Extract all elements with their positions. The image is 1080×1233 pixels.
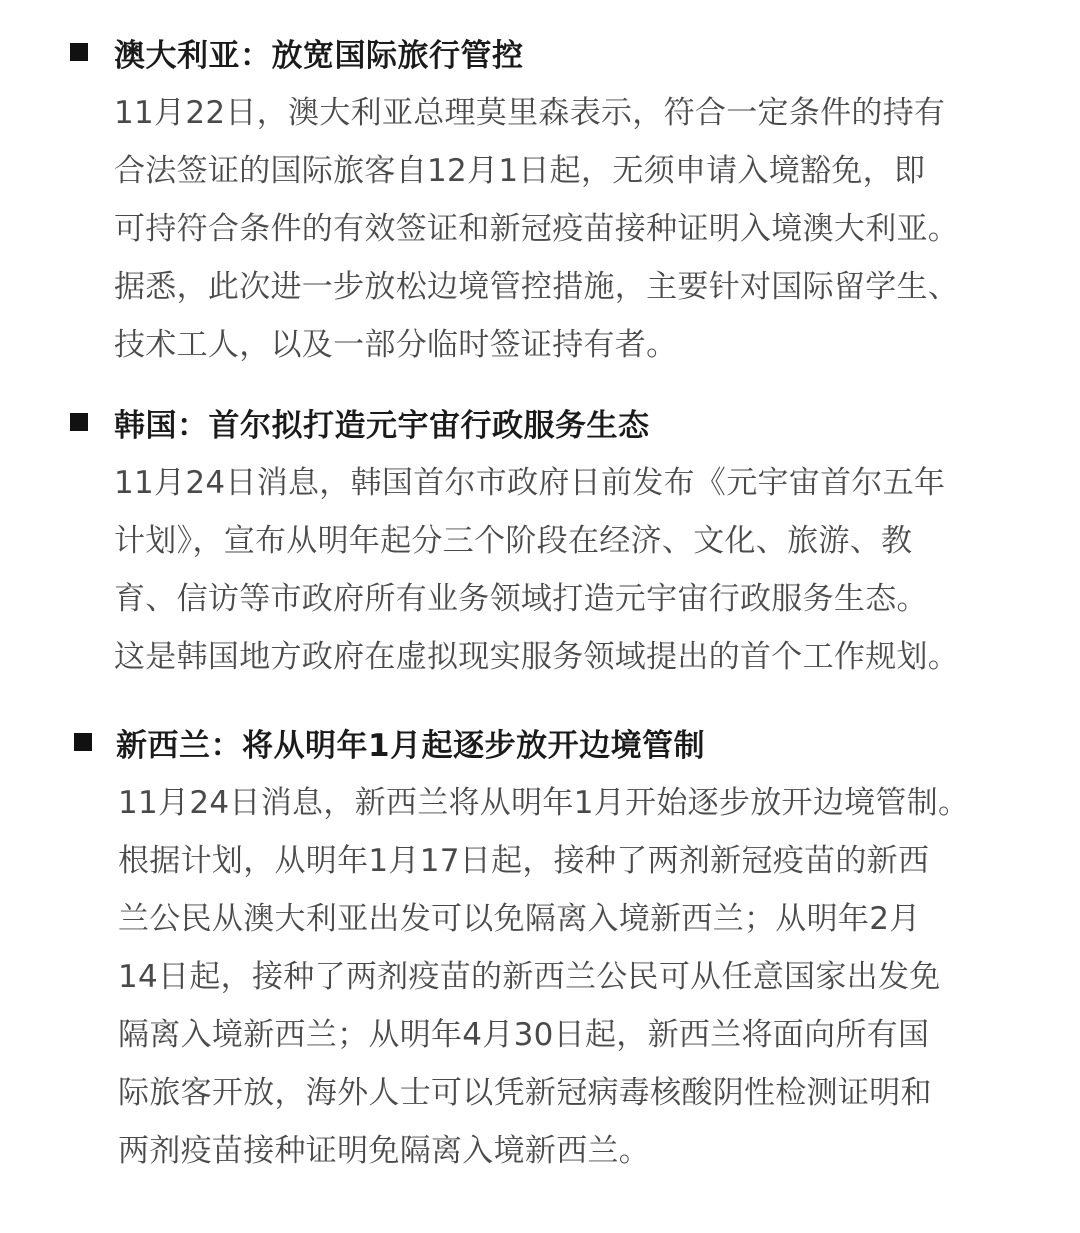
section-body <box>114 84 994 374</box>
paragraph-line: 据悉，此次进一步放松边境管控措施，主要针对国际留学生、 <box>114 269 960 305</box>
paragraph-line: 育、信访等市政府所有业务领域打造元宇宙行政服务生态。 <box>114 581 928 617</box>
paragraph-line: 计划》，宣布从明年起分三个阶段在经济、文化、旅游、教 <box>114 523 913 559</box>
square-bullet-icon <box>70 43 88 61</box>
paragraph-line: 11月24日消息，新西兰将从明年1月开始逐步放开边境管制。 <box>118 785 970 821</box>
section-heading <box>70 30 1030 74</box>
section-body <box>114 454 994 686</box>
section-title: 韩国：首尔拟打造元宇宙行政服务生态 <box>114 407 650 444</box>
square-bullet-icon <box>70 413 88 431</box>
paragraph-line: 技术工人，以及一部分临时签证持有者。 <box>114 327 678 363</box>
paragraph-line: 合法签证的国际旅客自12月1日起，无须申请入境豁免，即 <box>114 153 926 189</box>
paragraph-line: 11月24日消息，韩国首尔市政府日前发布《元宇宙首尔五年 <box>114 465 946 501</box>
section-body <box>118 774 998 1180</box>
section-korea <box>70 400 1030 686</box>
paragraph-line: 隔离入境新西兰；从明年4月30日起，新西兰将面向所有国 <box>118 1017 930 1053</box>
paragraph-line: 这是韩国地方政府在虚拟现实服务领域提出的首个工作规划。 <box>114 639 960 675</box>
paragraph-line: 根据计划，从明年1月17日起，接种了两剂新冠疫苗的新西 <box>118 843 930 879</box>
paragraph-line: 14日起，接种了两剂疫苗的新西兰公民可从任意国家出发免 <box>118 959 941 995</box>
paragraph-line: 际旅客开放，海外人士可以凭新冠病毒核酸阴性检测证明和 <box>118 1075 932 1111</box>
square-bullet-icon <box>74 733 92 751</box>
paragraph-line: 11月22日，澳大利亚总理莫里森表示，符合一定条件的持有 <box>114 95 946 131</box>
section-title: 新西兰：将从明年1月起逐步放开边境管制 <box>116 727 706 764</box>
section-australia <box>70 30 1030 374</box>
paragraph-line: 可持符合条件的有效签证和新冠疫苗接种证明入境澳大利亚。 <box>114 211 960 247</box>
paragraph-line: 两剂疫苗接种证明免隔离入境新西兰。 <box>118 1133 651 1169</box>
section-heading <box>70 400 1030 444</box>
paragraph-line: 兰公民从澳大利亚出发可以免隔离入境新西兰；从明年2月 <box>118 901 921 937</box>
section-new-zealand <box>70 720 1030 1180</box>
section-title: 澳大利亚：放宽国际旅行管控 <box>114 37 524 74</box>
section-heading <box>70 720 1030 764</box>
